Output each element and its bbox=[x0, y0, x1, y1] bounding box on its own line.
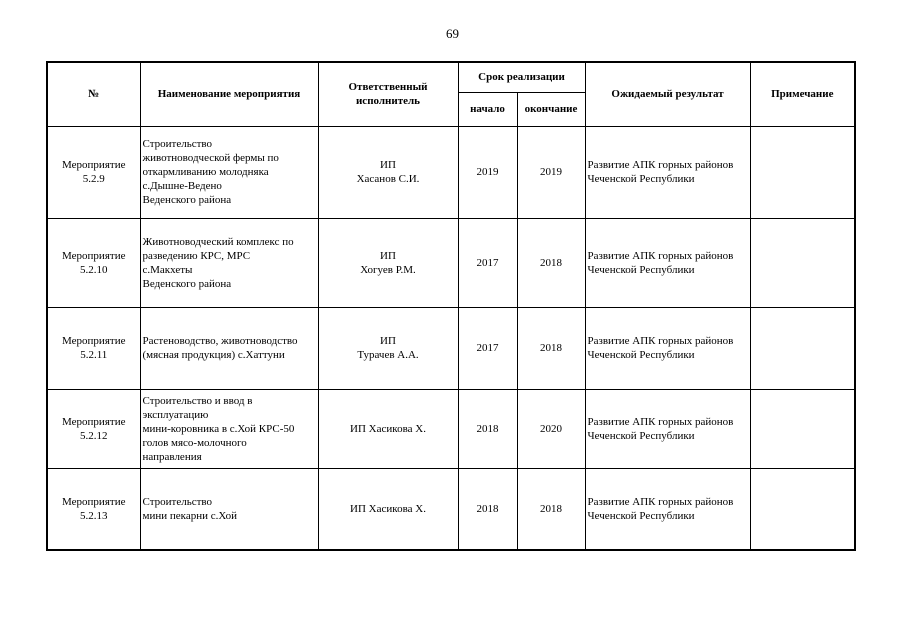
cell-result bbox=[585, 468, 750, 550]
cell-end: 2018 bbox=[517, 307, 585, 389]
cell-note bbox=[750, 218, 855, 307]
cell-end: 2018 bbox=[517, 468, 585, 550]
cell-num bbox=[47, 218, 140, 307]
cell-start: 2018 bbox=[458, 468, 517, 550]
header-name: Наименование мероприятия bbox=[140, 62, 318, 126]
cell-name-line: Животноводческий комплекс по bbox=[142, 235, 294, 248]
cell-name-line: откармливанию молодняка bbox=[142, 166, 269, 178]
cell-responsible bbox=[318, 218, 458, 307]
cell-note bbox=[750, 126, 855, 218]
header-term: Срок реализации bbox=[458, 62, 585, 92]
cell-result bbox=[585, 218, 750, 307]
cell-name bbox=[140, 218, 318, 307]
cell-result-line: Чеченской Республики bbox=[587, 263, 695, 276]
cell-name-line: эксплуатацию bbox=[142, 408, 209, 421]
cell-end: 2018 bbox=[517, 218, 585, 307]
cell-result-line: Развитие АПК горных районов bbox=[587, 335, 734, 347]
cell-responsible-line: Турачев А.А. bbox=[357, 349, 419, 361]
cell-responsible bbox=[318, 307, 458, 389]
cell-name-line: Веденского района bbox=[142, 194, 232, 206]
cell-num-line: 5.2.12 bbox=[80, 429, 108, 442]
cell-num-line: Мероприятие bbox=[62, 159, 126, 171]
cell-name-line: Растеноводство, животноводство bbox=[142, 335, 298, 347]
cell-name bbox=[140, 307, 318, 389]
cell-start: 2017 bbox=[458, 218, 517, 307]
cell-result-line: Чеченской Республики bbox=[587, 429, 695, 442]
cell-name-line: разведению КРС, МРС bbox=[142, 249, 251, 262]
cell-result-line: Чеченской Республики bbox=[587, 173, 695, 185]
cell-responsible bbox=[318, 389, 458, 468]
cell-num-line: 5.2.11 bbox=[80, 349, 108, 361]
cell-num-line: 5.2.10 bbox=[80, 263, 108, 276]
cell-responsible-line: ИП bbox=[380, 335, 396, 347]
page-number: 69 bbox=[446, 26, 459, 41]
cell-name-line: животноводческой фермы по bbox=[142, 152, 279, 164]
cell-start: 2019 bbox=[458, 126, 517, 218]
cell-num bbox=[47, 307, 140, 389]
cell-end: 2019 bbox=[517, 126, 585, 218]
cell-name bbox=[140, 389, 318, 468]
cell-name-line: голов мясо-молочного bbox=[142, 436, 247, 449]
table-row bbox=[47, 389, 855, 468]
cell-name-line: с.Дышне-Ведено bbox=[142, 180, 222, 192]
table-header bbox=[47, 62, 855, 126]
cell-num-line: Мероприятие bbox=[62, 335, 126, 347]
cell-name-line: Строительство bbox=[142, 495, 213, 508]
cell-result bbox=[585, 307, 750, 389]
cell-result-line: Развитие АПК горных районов bbox=[587, 159, 734, 171]
cell-note bbox=[750, 389, 855, 468]
cell-responsible bbox=[318, 126, 458, 218]
cell-responsible-line: ИП bbox=[380, 159, 396, 171]
cell-name-line: Веденского района bbox=[142, 277, 232, 290]
cell-result-line: Чеченской Республики bbox=[587, 509, 695, 522]
cell-start: 2017 bbox=[458, 307, 517, 389]
cell-responsible-line: Хогуев Р.М. bbox=[360, 263, 416, 276]
cell-num bbox=[47, 468, 140, 550]
cell-name-line: мини-коровника в с.Хой КРС-50 bbox=[142, 422, 295, 435]
cell-result bbox=[585, 126, 750, 218]
cell-responsible-line: ИП Хасикова Х. bbox=[350, 502, 426, 515]
cell-name-line: направления bbox=[142, 450, 202, 463]
cell-name-line: Строительство и ввод в bbox=[142, 394, 253, 407]
cell-note bbox=[750, 307, 855, 389]
cell-name-line: с.Макхеты bbox=[142, 263, 193, 276]
header-note: Примечание bbox=[750, 62, 855, 126]
cell-result-line: Чеченской Республики bbox=[587, 349, 695, 361]
header-end: окончание bbox=[517, 92, 585, 126]
cell-num-line: Мероприятие bbox=[62, 495, 126, 508]
header-result: Ожидаемый результат bbox=[585, 62, 750, 126]
cell-name-line: (мясная продукция) с.Хаттуни bbox=[142, 349, 285, 361]
cell-end: 2020 bbox=[517, 389, 585, 468]
cell-num-line: Мероприятие bbox=[62, 415, 126, 428]
cell-name-line: мини пекарни с.Хой bbox=[142, 509, 237, 522]
cell-responsible bbox=[318, 468, 458, 550]
table-row bbox=[47, 126, 855, 218]
table-row bbox=[47, 307, 855, 389]
table-body bbox=[47, 126, 855, 550]
cell-num bbox=[47, 389, 140, 468]
cell-result bbox=[585, 389, 750, 468]
header-responsible: Ответственный исполнитель bbox=[318, 62, 458, 126]
cell-num bbox=[47, 126, 140, 218]
cell-num-line: 5.2.9 bbox=[82, 173, 105, 185]
table-row bbox=[47, 468, 855, 550]
measures-table bbox=[46, 61, 856, 551]
table-row bbox=[47, 218, 855, 307]
cell-name bbox=[140, 468, 318, 550]
cell-num-line: 5.2.13 bbox=[80, 509, 108, 522]
cell-name-line: Строительство bbox=[142, 138, 213, 150]
cell-result-line: Развитие АПК горных районов bbox=[587, 495, 734, 508]
cell-responsible-line: Хасанов С.И. bbox=[356, 173, 420, 185]
cell-responsible-line: ИП bbox=[380, 249, 396, 262]
cell-start: 2018 bbox=[458, 389, 517, 468]
cell-responsible-line: ИП Хасикова Х. bbox=[350, 422, 426, 435]
cell-result-line: Развитие АПК горных районов bbox=[587, 415, 734, 428]
cell-result-line: Развитие АПК горных районов bbox=[587, 249, 734, 262]
header-num: № bbox=[47, 62, 140, 126]
cell-note bbox=[750, 468, 855, 550]
cell-name bbox=[140, 126, 318, 218]
header-start: начало bbox=[458, 92, 517, 126]
cell-num-line: Мероприятие bbox=[62, 249, 126, 262]
